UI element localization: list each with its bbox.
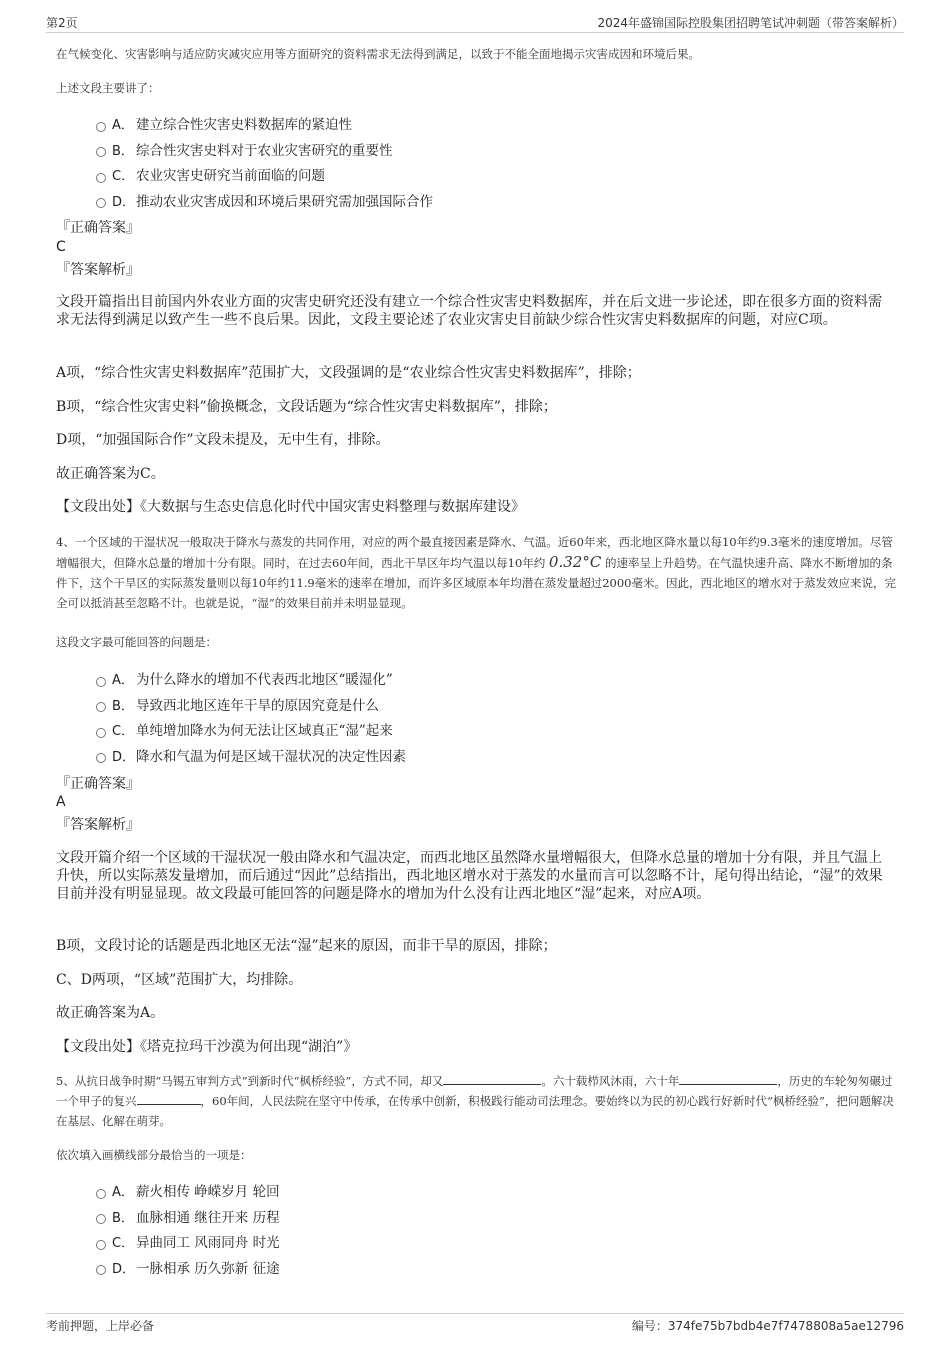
q4-analysis-label: 『答案解析』 [56,817,140,833]
q3-analysis-conclusion: 故正确答案为C。 [56,466,165,482]
q3-answer-label: 『正确答案』 [56,220,140,236]
q5-option-a[interactable]: A． 薪火相传 峥嵘岁月 轮回 [96,1180,280,1206]
q5-passage: 5、从抗日战争时期“马锡五审判方式”到新时代“枫桥经验”，方式不同，却又 。六十载栉风沐雨，六十年 ，历史的车轮匆匆碾过一个甲子的复兴 ，60年间，人民法院在坚守中传承，在传承中创新，积极践行能动司法理念。要始终以为民的初心践行好新时代“枫桥经验”，把问题解决在基层、化解在萌芽。 [56,1074,894,1128]
q4-option-c[interactable]: C． 单纯增加降水为何无法让区域真正“湿”起来 [96,719,406,745]
page-footer [46,1313,904,1334]
q4-passage: 4、一个区域的干湿状况一般取决于降水与蒸发的共同作用，对应的两个最直接因素是降水、气温。近60年来，西北地区降水量以每10年约9.3毫米的速度增加。尽管增幅很大，但降水总量的增加十分有限。同时，在过去60年间，西北干旱区年均气温以每10年约 0.32°C 的速率呈上升趋势。在气温快速升高、降水不断增加的条件下，这个干旱区的实际蒸发量则以每10年约11.9毫米的速率在增加，而许多区域原本年均潜在蒸发量超过2000毫米。因此，西北地区的增水对于蒸发效应来说，完全可以抵消甚至忽略不计。也就是说，“湿”的效果目前并未明显显现。 [56,535,896,610]
q3-analysis-label: 『答案解析』 [56,262,140,278]
q3-options [96,113,433,215]
q5-prompt: 依次填入画横线部分最恰当的一项是： [56,1148,252,1162]
q4-analysis-cd: C、D两项，“区域”范围扩大，均排除。 [56,972,303,988]
q3-analysis-d: D项，“加强国际合作”文段未提及，无中生有，排除。 [56,432,390,448]
radio-icon[interactable] [96,1265,106,1275]
q4-source: 【文段出处】《塔克拉玛干沙漠为何出现“湖泊”》 [56,1039,358,1055]
page-number: 第2页 [46,16,78,30]
q4-analysis-main: 文段开篇介绍一个区域的干湿状况一般由降水和气温决定，而西北地区虽然降水量增幅很大，但降水总量的增加十分有限，并且气温上升快，所以实际蒸发量增加，而后通过“因此”总结指出，西北地区增水对于蒸发的水量而言可以忽略不计，尾句得出结论，“湿”的效果目前并没有明显显现。故文段最可能回答的问题是降水的增加为什么没有让西北地区“湿”起来，对应A项。 [56,850,883,902]
q5-option-d[interactable]: D．一脉相承 历久弥新 征途 [96,1257,280,1283]
q3-analysis-a: A项，“综合性灾害史料数据库”范围扩大，文段强调的是“农业综合性灾害史料数据库”，排除； [56,365,641,381]
q4-option-d[interactable]: D．降水和气温为何是区域干湿状况的决定性因素 [96,745,406,771]
q3-prompt: 上述文段主要讲了： [56,81,160,95]
q3-answer: C [56,239,66,255]
q3-option-c[interactable]: C． 农业灾害史研究当前面临的问题 [96,164,433,190]
q5-option-b[interactable]: B． 血脉相通 继往开来 历程 [96,1206,280,1232]
radio-icon[interactable] [96,173,106,183]
q4-answer: A [56,794,66,810]
q3-option-a[interactable]: A． 建立综合性灾害史料数据库的紧迫性 [96,113,433,139]
radio-icon[interactable] [96,677,106,687]
radio-icon[interactable] [96,1189,106,1199]
blank-1[interactable] [443,1073,541,1085]
radio-icon[interactable] [96,122,106,132]
document-title: 2024年盛锦国际控股集团招聘笔试冲刺题（带答案解析） [597,16,904,30]
temperature-formula: 0.32°C [548,553,602,571]
q4-analysis-conclusion: 故正确答案为A。 [56,1005,165,1021]
q3-analysis-main: 文段开篇指出目前国内外农业方面的灾害史研究还没有建立一个综合性灾害史料数据库，并在后文进一步论述，即在很多方面的资料需求无法得到满足以致产生一些不良后果。因此，文段主要论述了农业灾害史目前缺少综合性灾害史料数据库的问题，对应C项。 [56,294,882,328]
q4-option-b[interactable]: B． 导致西北地区连年干旱的原因究竟是什么 [96,694,406,720]
radio-icon[interactable] [96,1240,106,1250]
footer-slogan: 考前押题，上岸必备 [46,1319,155,1333]
page-header [46,14,904,33]
radio-icon[interactable] [96,728,106,738]
radio-icon[interactable] [96,198,106,208]
radio-icon[interactable] [96,1214,106,1224]
q3-analysis-b: B项，“综合性灾害史料”偷换概念，文段话题为“综合性灾害史料数据库”，排除； [56,399,557,415]
q3-option-d[interactable]: D．推动农业灾害成因和环境后果研究需加强国际合作 [96,190,433,216]
radio-icon[interactable] [96,702,106,712]
document-code: 编号：374fe75b7bdb4e7f7478808a5ae12796 [631,1319,904,1333]
q4-options [96,668,406,770]
q4-option-a[interactable]: A． 为什么降水的增加不代表西北地区“暖湿化” [96,668,406,694]
q4-prompt: 这段文字最可能回答的问题是： [56,635,217,649]
q3-passage-tail: 在气候变化、灾害影响与适应防灾减灾应用等方面研究的资料需求无法得到满足，以致于不能全面地揭示灾害成因和环境后果。 [56,47,700,61]
radio-icon[interactable] [96,147,106,157]
q3-source: 【文段出处】《大数据与生态史信息化时代中国灾害史料整理与数据库建设》 [56,499,525,515]
q4-answer-label: 『正确答案』 [56,776,140,792]
radio-icon[interactable] [96,753,106,763]
blank-2[interactable] [679,1073,777,1085]
q5-option-c[interactable]: C． 异曲同工 风雨同舟 时光 [96,1231,280,1257]
blank-3[interactable] [137,1093,201,1105]
q3-option-b[interactable]: B． 综合性灾害史料对于农业灾害研究的重要性 [96,139,433,165]
q5-options [96,1180,280,1282]
q4-analysis-b: B项，文段讨论的话题是西北地区无法“湿”起来的原因，而非干旱的原因，排除； [56,938,557,954]
